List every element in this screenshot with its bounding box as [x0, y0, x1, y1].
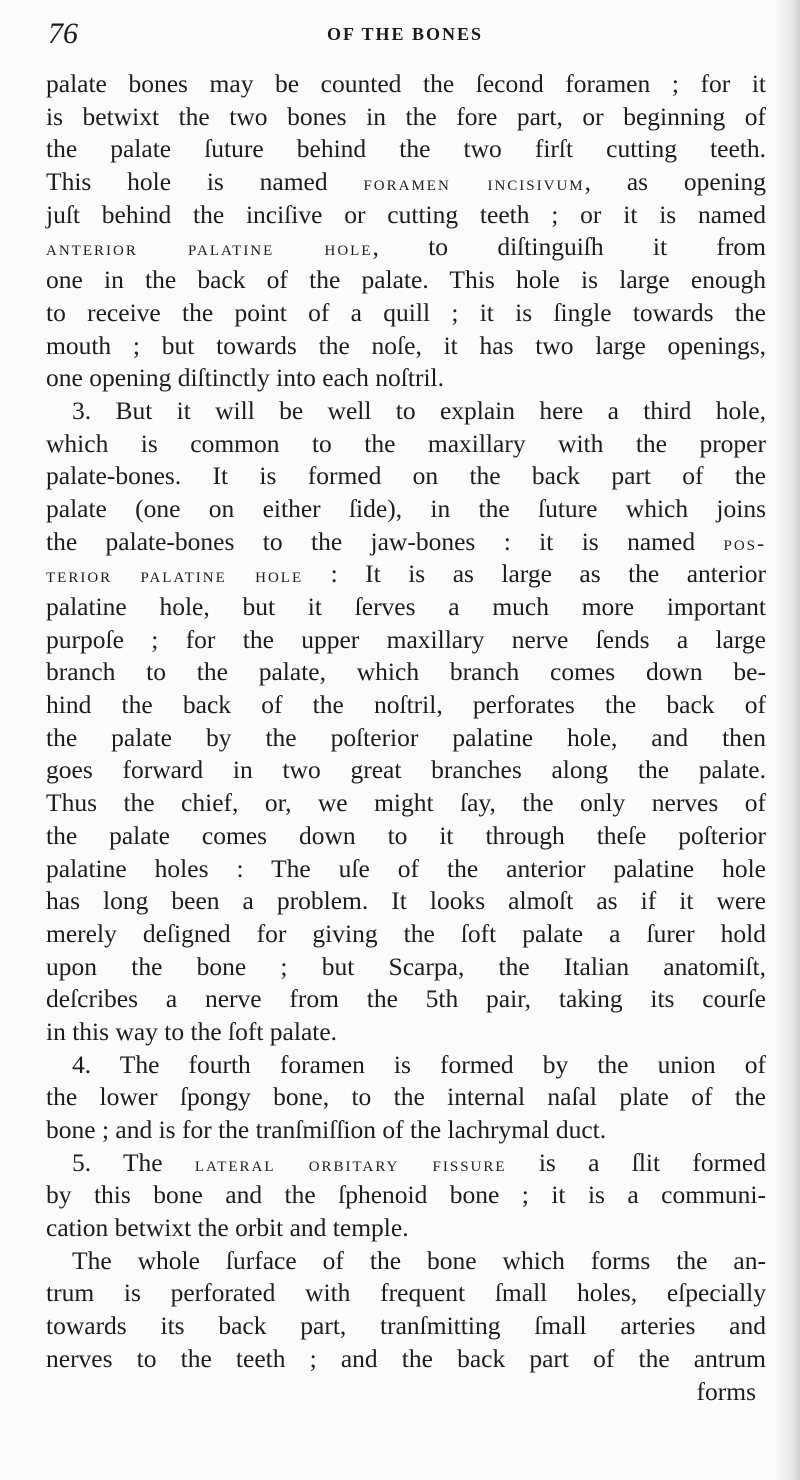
- text-run: The whole ſurface of the bone which forms the an-: [72, 1245, 766, 1275]
- text-run: , as opening: [584, 167, 767, 197]
- text-run: palatine hole, but it ſerves a much more important: [46, 592, 766, 621]
- text-run: the lower ſpongy bone, to the internal naſal plate of the: [46, 1082, 766, 1112]
- text-run: palatine holes : The uſe of the anterior palatine hole: [46, 853, 766, 883]
- text-run: deſcribes a nerve from the 5th pair, taking its courſe: [46, 984, 766, 1014]
- text-run: nerves to the teeth ; and the back part of the antrum: [46, 1343, 766, 1373]
- text-line: [46, 1212, 766, 1245]
- text-run: one opening diſtinctly into each noſtril.: [46, 363, 445, 393]
- text-line: [46, 1245, 766, 1278]
- text-line: [46, 918, 766, 951]
- text-run: branch to the palate, which branch comes down be-: [46, 657, 766, 687]
- text-line: [46, 1016, 766, 1049]
- text-line: [46, 101, 766, 134]
- text-run: to receive the point of a quill ; it is ſingle towards the: [46, 297, 766, 327]
- text-line: [46, 689, 766, 722]
- text-line: [46, 951, 766, 984]
- text-line: [46, 656, 766, 689]
- text-line: [46, 820, 766, 853]
- running-title: OF THE BONES: [326, 24, 484, 44]
- text-run: goes forward in two great branches along the palate.: [46, 755, 766, 785]
- text-line: [46, 1179, 766, 1212]
- text-run: the palate by the poſterior palatine hole, and then: [46, 722, 766, 752]
- small-caps-term: pos-: [723, 530, 766, 555]
- text-line: [46, 1277, 766, 1310]
- text-line: [46, 428, 766, 461]
- text-run: juſt behind the inciſive or cutting teeth ; or it is named: [46, 199, 766, 229]
- text-run: the palate-bones to the jaw-bones : it is named: [46, 526, 724, 556]
- text-line: [46, 1376, 766, 1409]
- text-run: 5. The: [72, 1147, 195, 1177]
- text-line: [46, 1081, 766, 1114]
- text-line: [46, 591, 766, 624]
- text-run: merely deſigned for giving the ſoft palate a ſurer hold: [46, 918, 766, 948]
- text-line: [46, 853, 766, 886]
- body-text: [46, 68, 766, 1408]
- text-run: towards its back part, tranſmitting ſmall arteries and: [46, 1311, 766, 1341]
- text-run: is a ſlit formed: [506, 1147, 766, 1177]
- text-line: [46, 983, 766, 1016]
- text-line: [46, 395, 766, 428]
- page-edge-shadow: [774, 0, 800, 1480]
- text-run: trum is perforated with frequent ſmall holes, eſpecially: [46, 1278, 766, 1308]
- text-line: [46, 330, 766, 363]
- text-line: [46, 1310, 766, 1343]
- text-run: which is common to the maxillary with the proper: [46, 428, 766, 458]
- text-line: [46, 264, 766, 297]
- text-line: [46, 460, 766, 493]
- text-run: Thus the chief, or, we might ſay, the only nerves of: [46, 788, 766, 818]
- small-caps-term: lateral orbitary fissure: [194, 1151, 507, 1176]
- text-line: [46, 526, 766, 559]
- text-run: the palate ſuture behind the two firſt cutting teeth.: [46, 134, 766, 164]
- text-run: purpoſe ; for the upper maxillary nerve ſends a large: [46, 624, 766, 654]
- text-line: [46, 68, 766, 101]
- text-run: palate (one on either ſide), in the ſuture which joins: [46, 493, 766, 523]
- text-line: [46, 166, 766, 199]
- text-run: one in the back of the palate. This hole is large enough: [46, 265, 766, 295]
- text-run: 4. The fourth foramen is formed by the union of: [72, 1049, 766, 1079]
- text-line: [46, 362, 766, 395]
- text-run: has long been a problem. It looks almoſt as if it were: [46, 886, 766, 916]
- text-run: , to diſtinguiſh it from: [372, 232, 766, 262]
- text-line: [46, 1343, 766, 1376]
- text-run: palate-bones. It is formed on the back part of the: [46, 461, 766, 491]
- text-run: palate bones may be counted the ſecond foramen ; for it: [46, 69, 766, 98]
- text-run: mouth ; but towards the noſe, it has two large openings,: [46, 330, 766, 360]
- text-line: [46, 1147, 766, 1180]
- text-line: [46, 624, 766, 657]
- small-caps-term: anterior palatine hole: [46, 236, 373, 261]
- text-line: [46, 558, 766, 591]
- text-run: by this bone and the ſphenoid bone ; it is a communi-: [46, 1180, 766, 1210]
- text-run: the palate comes down to it through theſe poſterior: [46, 820, 766, 850]
- text-run: This hole is named: [46, 167, 364, 197]
- small-caps-term: terior palatine hole: [46, 563, 304, 588]
- text-run: forms: [696, 1376, 756, 1406]
- running-head: [40, 14, 770, 54]
- text-line: [46, 1049, 766, 1082]
- text-line: [46, 754, 766, 787]
- text-line: [46, 722, 766, 755]
- text-run: upon the bone ; but Scarpa, the Italian anatomiſt,: [46, 951, 766, 981]
- small-caps-term: foramen incisivum: [363, 171, 585, 196]
- text-line: [46, 231, 766, 264]
- text-line: [46, 493, 766, 526]
- text-run: is betwixt the two bones in the fore part, or beginning of: [46, 101, 766, 131]
- text-run: : It is as large as the anterior: [303, 559, 766, 589]
- text-line: [46, 885, 766, 918]
- text-line: [46, 787, 766, 820]
- text-line: [46, 297, 766, 330]
- text-run: bone ; and is for the tranſmiſſion of the lachrymal duct.: [46, 1115, 607, 1144]
- page-number: 76: [48, 17, 78, 50]
- text-run: in this way to the ſoft palate.: [46, 1016, 338, 1046]
- text-run: hind the back of the noſtril, perforates the back of: [46, 690, 766, 720]
- text-line: [46, 199, 766, 232]
- text-run: cation betwixt the orbit and temple.: [46, 1213, 409, 1243]
- text-run: 3. But it will be well to explain here a third hole,: [72, 395, 766, 425]
- text-line: [46, 133, 766, 166]
- text-line: [46, 1114, 766, 1147]
